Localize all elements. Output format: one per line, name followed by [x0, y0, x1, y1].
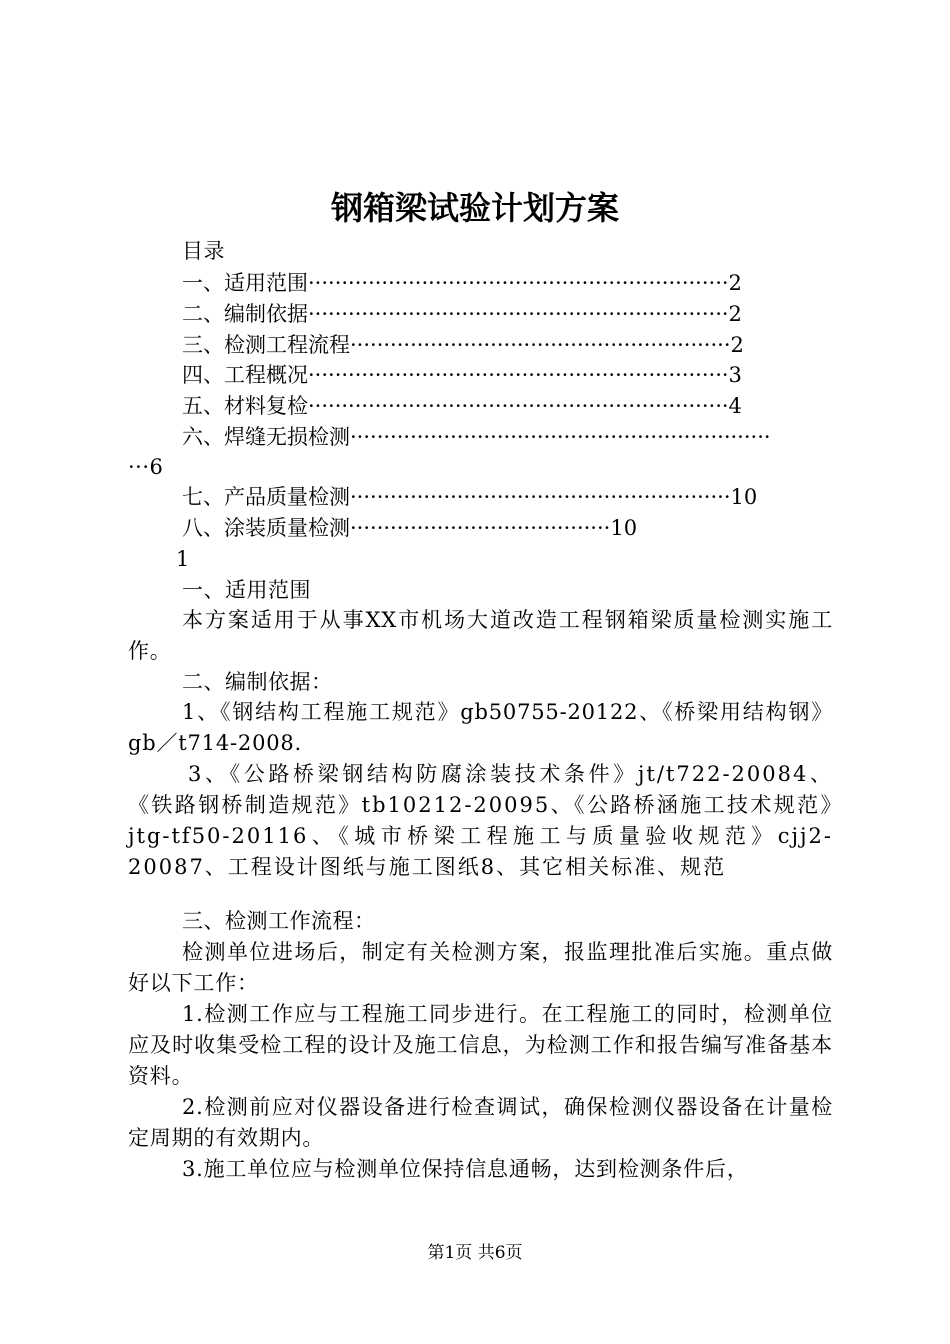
page-footer: 第1页 共6页 — [427, 1243, 523, 1263]
toc-heading: 目录 — [182, 239, 225, 263]
toc-item-label: 六、焊缝无损检测 — [182, 425, 350, 449]
body-paragraph: 1、《钢结构工程施工规范》gb50755-20122、《桥梁用结构钢》gb／t714-2008. — [128, 700, 833, 755]
toc-item-label: 四、工程概况 — [182, 363, 308, 387]
toc-item[interactable] — [182, 422, 771, 452]
body-paragraph: 3.施工单位应与检测单位保持信息通畅，达到检测条件后， — [182, 1157, 749, 1181]
toc-page-number: 10 — [610, 516, 638, 540]
toc-item-label: 七、产品质量检测 — [182, 485, 350, 509]
page-marker: 1 — [176, 547, 190, 571]
toc-wrap-page: ···6 — [128, 455, 164, 479]
toc-item[interactable] — [182, 299, 742, 329]
section-heading: 二、编制依据： — [182, 670, 333, 694]
toc-leader-dots: ······························································· — [308, 363, 729, 387]
body-paragraph: 1.检测工作应与工程施工同步进行。在工程施工的同时，检测单位应及时收集受检工程的设计及施工信息，为检测工作和报告编写准备基本资料。 — [128, 1002, 833, 1088]
body-paragraph: 2.检测前应对仪器设备进行检查调试，确保检测仪器设备在计量检定周期的有效期内。 — [128, 1095, 833, 1150]
toc-leader-dots: ······························································· — [308, 271, 729, 295]
toc-leader-dots: ······························································· — [350, 425, 771, 449]
toc-item[interactable] — [182, 330, 744, 360]
toc-item-label: 一、适用范围 — [182, 271, 308, 295]
body-paragraph: 本方案适用于从事XX市机场大道改造工程钢箱梁质量检测实施工作。 — [128, 608, 833, 663]
section-heading: 一、适用范围 — [182, 578, 311, 602]
toc-item[interactable] — [182, 391, 742, 421]
toc-page-number: 2 — [728, 302, 742, 326]
body-paragraph: 检测单位进场后，制定有关检测方案，报监理批准后实施。重点做好以下工作： — [128, 940, 833, 995]
toc-page-number: 2 — [730, 333, 744, 357]
section-heading: 三、检测工作流程： — [182, 909, 376, 933]
toc-leader-dots: ························································· — [350, 333, 731, 357]
toc-item[interactable] — [182, 360, 742, 390]
toc-page-number: 4 — [728, 394, 742, 418]
body-paragraph: 3、《公路桥梁钢结构防腐涂装技术条件》jt/t722-20084、《铁路钢桥制造规范》tb10212-20095、《公路桥涵施工技术规范》jtg-tf50-20116、《城市桥梁工程施工与质量验收规范》cjj2-20087、工程设计图纸与施工图纸8、其它相关标准、规范 — [128, 762, 833, 879]
toc-leader-dots: ······································· — [350, 516, 611, 540]
toc-leader-dots: ························································· — [350, 485, 731, 509]
toc-page-number: 10 — [730, 485, 758, 509]
toc-item[interactable] — [182, 513, 637, 543]
toc-leader-dots: ······························································· — [308, 302, 729, 326]
toc-item[interactable] — [182, 482, 757, 512]
toc-item-label: 八、涂装质量检测 — [182, 516, 350, 540]
toc-page-number: 3 — [728, 363, 742, 387]
toc-item[interactable] — [182, 268, 742, 298]
toc-page-number: 2 — [728, 271, 742, 295]
toc-item-label: 五、材料复检 — [182, 394, 308, 418]
toc-item-label: 二、编制依据 — [182, 302, 308, 326]
toc-leader-dots: ······························································· — [308, 394, 729, 418]
toc-item-label: 三、检测工程流程 — [182, 333, 350, 357]
document-title: 钢箱梁试验计划方案 — [330, 189, 619, 227]
